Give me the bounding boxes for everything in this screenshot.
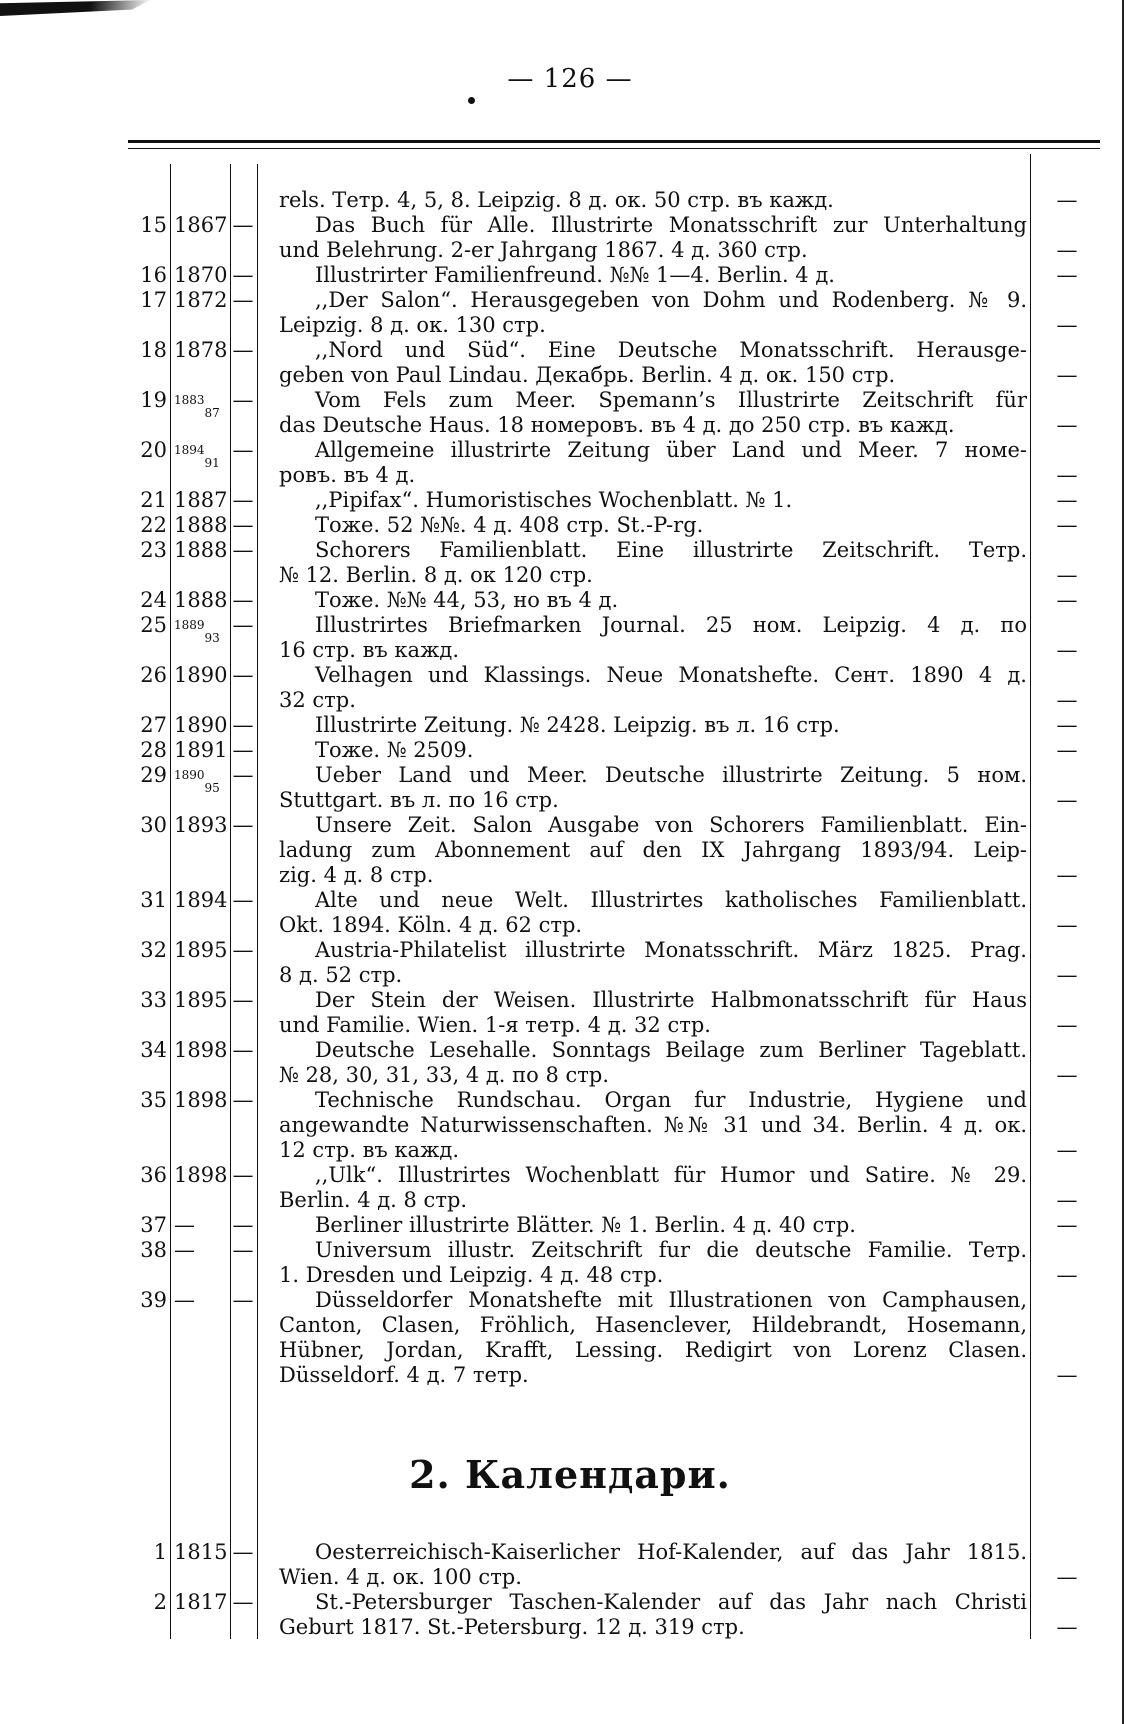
entry-number: 26 [140,663,167,687]
entry-description-line: geben von Paul Lindau. Декабрь. Berlin. 4 д. ок. 150 стр. [279,363,896,387]
entry-description [279,938,1027,988]
entry-year-start: 1890 [174,768,205,782]
entry-dash: — [232,1088,254,1112]
entry-number: 20 [140,438,167,462]
entry-description-line: angewandte Naturwissenschaften. №№ 31 und 34. Berlin. 4 д. ок. [279,1113,1027,1137]
entry-year: 1888 [174,588,228,612]
entry-dash: — [232,738,254,762]
entry-year: 1898 [174,1038,228,1062]
entry-description-line: St.-Petersburger Taschen-Kalender auf das Jahr nach Christi [315,1590,1027,1614]
entry-number: 22 [140,513,167,537]
entry-description [279,613,1027,663]
entry-description-line: und Familie. Wien. 1-я тетр. 4 д. 32 стр. [279,1013,711,1037]
entry-description-line: Oesterreichisch-Kaiserlicher Hof-Kalender, auf das Jahr 1815. [315,1540,1027,1564]
entry-year: 1898 [174,1163,228,1187]
entry-description-line: zig. 4 д. 8 стр. [279,863,434,887]
entry-description-line: Тоже. №№ 44, 53, но въ 4 д. [315,588,619,612]
entry-right-dash: — [1056,1063,1078,1087]
scan-corner-mark [0,0,150,16]
entry-dash: — [232,1213,254,1237]
entry-number: 32 [140,938,167,962]
entry-description-line: Geburt 1817. St.-Petersburg. 12 д. 319 стр. [279,1615,745,1639]
entry-description [279,813,1027,888]
entry-year-end: 93 [204,631,220,646]
entry-year: 1895 [174,988,228,1012]
entry-right-dash: — [1056,413,1078,437]
entry-number: 33 [140,988,167,1012]
entry-dash: — [232,663,254,687]
entry-description-line: Wien. 4 д. ок. 100 стр. [279,1565,522,1589]
entry-dash: — [232,1238,254,1262]
entry-number: 31 [140,888,167,912]
column-divider-year [230,164,231,1639]
entry-year: 1890 [174,713,228,737]
entry-description-line: № 12. Berlin. 8 д. ок 120 стр. [279,563,593,587]
entry-number: 30 [140,813,167,837]
entry-number: 15 [140,213,167,237]
entry-dash: — [232,213,254,237]
entry-right-dash: — [1056,588,1078,612]
entry-number: 34 [140,1038,167,1062]
entry-description-line: 32 стр. [279,688,356,712]
entry-description-line: Тоже. 52 №№. 4 д. 408 стр. St.-P-rg. [315,513,704,537]
entry-dash: — [232,988,254,1012]
entry-year: 1893 [174,813,228,837]
entry-description [279,888,1027,938]
entry-right-dash: — [1056,1263,1078,1287]
entry-right-dash: — [1056,1363,1078,1387]
entry-dash: — [232,713,254,737]
entry-description-line: 12 стр. въ кажд. [279,1138,459,1162]
entry-description [279,663,1027,713]
entry-description-line: Stuttgart. въ л. по 16 стр. [279,788,559,812]
column-divider-dash [257,164,258,1639]
entry-description [279,713,1027,738]
entry-description-line: das Deutsche Haus. 18 номеровъ. въ 4 д. до 250 стр. въ кажд. [279,413,955,437]
entry-year: 1894 [174,888,228,912]
column-divider-number [170,164,171,1639]
entry-year: 1887 [174,488,228,512]
entry-description [279,338,1027,388]
entry-year: 1870 [174,263,228,287]
entry-right-dash: — [1056,1565,1078,1589]
entry-description [279,1288,1027,1388]
entry-dash: — [232,263,254,287]
entry-dash: — [232,388,254,412]
entry-number: 17 [140,288,167,312]
entry-year-start: 1889 [174,618,205,632]
entry-year: — [174,1213,195,1237]
entry-description [279,1590,1027,1640]
entry-number: 35 [140,1088,167,1112]
entry-right-dash: — [1056,513,1078,537]
entry-description [279,763,1027,813]
entry-number: 16 [140,263,167,287]
entry-right-dash: — [1056,463,1078,487]
entry-number: 25 [140,613,167,637]
entry-year [174,763,228,801]
entry-number: 27 [140,713,167,737]
entry-dash: — [232,1540,254,1564]
entry-year: 1888 [174,513,228,537]
entry-number: 29 [140,763,167,787]
top-rule-thin [128,148,1100,149]
entry-year-start: 1883 [174,393,205,407]
entry-right-dash: — [1056,688,1078,712]
entry-description-line: ,,Der Salon“. Herausgegeben von Dohm und Rodenberg. № 9. [315,288,1027,312]
entry-year [174,438,228,476]
entry-dash: — [232,538,254,562]
entry-description-line: Allgemeine illustrirte Zeitung über Land und Meer. 7 номе- [315,438,1027,462]
entry-description-line: Das Buch für Alle. Illustrirte Monatsschrift zur Unterhaltung [315,213,1027,237]
entry-description [279,388,1027,438]
entry-description-line: Leipzig. 8 д. ок. 130 стр. [279,313,546,337]
entry-dash: — [232,1163,254,1187]
entry-description [279,438,1027,488]
entry-description [279,1088,1027,1163]
entry-description-line: Technische Rundschau. Organ fur Industrie, Hygiene und [315,1088,1027,1112]
entry-description [279,1163,1027,1213]
entry-description-line: und Belehrung. 2-er Jahrgang 1867. 4 д. 360 стр. [279,238,808,262]
entry-number: 21 [140,488,167,512]
entry-description-line: Ueber Land und Meer. Deutsche illustrirte Zeitung. 5 ном. [315,763,1027,787]
entry-right-dash: — [1056,238,1078,262]
entry-right-dash: — [1056,363,1078,387]
entry-year: 1888 [174,538,228,562]
entry-dash: — [232,338,254,362]
entry-description [279,738,1027,763]
entry-description-line: Canton, Clasen, Fröhlich, Hasenclever, Hildebrandt, Hosemann, [279,1313,1027,1337]
entry-right-dash: — [1056,1013,1078,1037]
entry-right-dash: — [1056,638,1078,662]
section-title: 2. Календари. [409,1452,731,1497]
entry-description-line: Düsseldorfer Monatshefte mit Illustrationen von Camphausen, [315,1288,1027,1312]
entry-right-dash: — [1056,1213,1078,1237]
entry-year: 1815 [174,1540,228,1564]
entry-year: 1898 [174,1088,228,1112]
entry-description [279,488,1027,513]
entry-description-line: № 28, 30, 31, 33, 4 д. по 8 стр. [279,1063,610,1087]
entry-year: 1872 [174,288,228,312]
entry-right-dash: — [1056,188,1078,212]
entry-dash: — [232,813,254,837]
entry-right-dash: — [1056,863,1078,887]
entry-dash: — [232,1038,254,1062]
entry-right-dash: — [1056,713,1078,737]
entry-description-line: Illustrirte Zeitung. № 2428. Leipzig. въ л. 16 стр. [315,713,840,737]
entry-year-end: 87 [204,406,220,421]
entry-year: 1867 [174,213,228,237]
entry-description-line: rels. Тетр. 4, 5, 8. Leipzig. 8 д. ок. 50 стр. въ кажд. [279,188,834,212]
entry-description-line: Austria-Philatelist illustrirte Monatsschrift. März 1825. Prag. [315,938,1027,962]
entry-year: 1891 [174,738,228,762]
entry-number: 36 [140,1163,167,1187]
entry-description-line: ,,Pipifax“. Humoristisches Wochenblatt. № 1. [315,488,793,512]
entry-year: 1817 [174,1590,228,1614]
entry-year: — [174,1238,195,1262]
entry-dash: — [232,1590,254,1614]
entry-number: 19 [140,388,167,412]
entry-number: 23 [140,538,167,562]
entry-year: 1878 [174,338,228,362]
entry-description-line: ровъ. въ 4 д. [279,463,416,487]
entry-number: 1 [153,1540,167,1564]
entry-year-end: 91 [204,456,220,471]
entry-dash: — [232,588,254,612]
entry-description-line: Illustrirter Familienfreund. №№ 1—4. Berlin. 4 д. [315,263,835,287]
entry-number: 37 [140,1213,167,1237]
entry-description [279,213,1027,263]
entry-right-dash: — [1056,1615,1078,1639]
entry-description [279,1238,1027,1288]
entry-description [279,988,1027,1038]
top-rule [128,140,1100,143]
entry-description-line: ,,Nord und Süd“. Eine Deutsche Monatsschrift. Herausge- [315,338,1027,362]
entry-right-dash: — [1056,263,1078,287]
entry-description [279,288,1027,338]
entry-year: 1890 [174,663,228,687]
entry-right-dash: — [1056,488,1078,512]
entry-year-start: 1894 [174,443,205,457]
entry-year [174,388,228,426]
entry-dash: — [232,613,254,637]
entry-description-line: Schorers Familienblatt. Eine illustrirte Zeitschrift. Тетр. [315,538,1027,562]
entry-description-line: 1. Dresden und Leipzig. 4 д. 48 стр. [279,1263,664,1287]
entry-description-line: Hübner, Jordan, Krafft, Lessing. Redigirt von Lorenz Clasen. [279,1338,1027,1362]
entry-description-line: Тоже. № 2509. [315,738,474,762]
entry-description-line: Illustrirtes Briefmarken Journal. 25 ном. Leipzig. 4 д. по [315,613,1027,637]
entry-description-line: Berlin. 4 д. 8 стр. [279,1188,468,1212]
entry-description [279,1540,1027,1590]
entry-description-line: Düsseldorf. 4 д. 7 тетр. [279,1363,529,1387]
entry-dash: — [232,763,254,787]
entry-dash: — [232,513,254,537]
entry-year: — [174,1288,195,1312]
entry-dash: — [232,488,254,512]
entry-year-end: 95 [204,781,220,796]
entry-dash: — [232,938,254,962]
entry-number: 38 [140,1238,167,1262]
entry-description [279,513,1027,538]
entry-description-line: 8 д. 52 стр. [279,963,403,987]
entry-description-line: ladung zum Abonnement auf den IX Jahrgang 1893/94. Leip- [279,838,1027,862]
entry-right-dash: — [1056,313,1078,337]
entry-description [279,263,1027,288]
entry-dash: — [232,1288,254,1312]
entry-right-dash: — [1056,1138,1078,1162]
ink-dot [468,97,475,104]
entry-dash: — [232,888,254,912]
entry-description-line: Vom Fels zum Meer. Spemann’s Illustrirte Zeitschrift für [315,388,1027,412]
entry-number: 24 [140,588,167,612]
entry-description-line: ,,Ulk“. Illustrirtes Wochenblatt für Humor und Satire. № 29. [315,1163,1027,1187]
entry-right-dash: — [1056,738,1078,762]
entry-number: 18 [140,338,167,362]
entry-number: 28 [140,738,167,762]
entry-description-line: Unsere Zeit. Salon Ausgabe von Schorers Familienblatt. Ein- [315,813,1027,837]
column-divider-right [1030,154,1031,1639]
entry-description-line: Der Stein der Weisen. Illustrirte Halbmonatsschrift für Haus [315,988,1027,1012]
entry-right-dash: — [1056,788,1078,812]
entry-description [279,538,1027,588]
entry-description [279,588,1027,613]
entry-description-line: Berliner illustrirte Blätter. № 1. Berlin. 4 д. 40 стр. [315,1213,856,1237]
page-number: — 126 — [507,64,633,94]
entry-dash: — [232,288,254,312]
entry-number: 2 [153,1590,167,1614]
entry-description-line: Alte und neue Welt. Illustrirtes katholisches Familienblatt. [315,888,1027,912]
entry-year [174,613,228,651]
entry-number: 39 [140,1288,167,1312]
entry-right-dash: — [1056,1188,1078,1212]
entry-right-dash: — [1056,913,1078,937]
entry-description [279,1213,1027,1238]
entry-description-line: 16 стр. въ кажд. [279,638,459,662]
entry-year: 1895 [174,938,228,962]
entry-description-line: Universum illustr. Zeitschrift fur die deutsche Familie. Тетр. [315,1238,1027,1262]
entry-right-dash: — [1056,963,1078,987]
entry-description-line: Velhagen und Klassings. Neue Monatshefte. Сент. 1890 4 д. [315,663,1027,687]
entry-description [279,1038,1027,1088]
entry-description-line: Okt. 1894. Köln. 4 д. 62 стр. [279,913,583,937]
entry-description-line: Deutsche Lesehalle. Sonntags Beilage zum Berliner Tageblatt. [315,1038,1027,1062]
entry-description [279,188,1027,213]
entry-dash: — [232,438,254,462]
entry-right-dash: — [1056,563,1078,587]
